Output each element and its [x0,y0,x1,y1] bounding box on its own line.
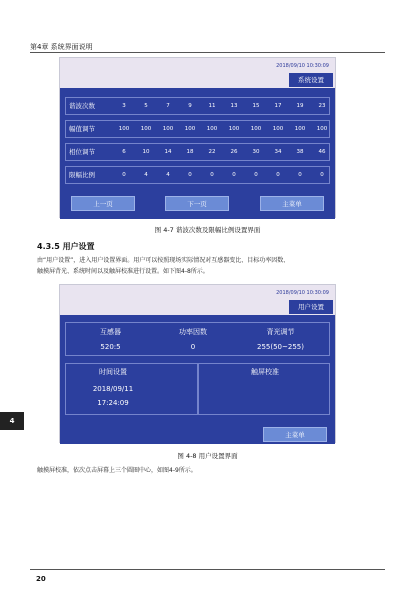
ct-ratio-value[interactable]: 520:5 [100,343,121,351]
paragraph-line-1: 由“用户设置”，进入用户设置界面。用户可以按照现场实际情况对互感器变比、目标功率因数、 [37,257,290,264]
harmonic-cell[interactable]: 23 [318,103,326,109]
figure-caption-4-8: 图 4-8 用户设置界面 [177,452,238,460]
screen-top-bar [60,58,335,88]
limit-cell[interactable]: 0 [298,172,302,178]
amplitude-cell[interactable]: 100 [250,126,262,132]
backlight-header: 背光调节 [266,328,295,336]
power-factor-value[interactable]: 0 [190,343,196,351]
power-factor-header: 功率因数 [179,328,207,336]
screen-title: 系统设置 [289,73,333,87]
limit-cell[interactable]: 0 [320,172,324,178]
amplitude-cell[interactable]: 100 [184,126,196,132]
amplitude-cell[interactable]: 100 [228,126,240,132]
screen-top-bar [60,285,335,315]
main-menu-button[interactable]: 主菜单 [263,427,327,442]
screen-title: 用户设置 [289,300,333,314]
phase-row [65,143,330,161]
phase-cell[interactable]: 14 [164,149,172,155]
footer-rule [30,569,385,570]
user-settings-screen [59,284,336,443]
phase-cell[interactable]: 34 [274,149,282,155]
system-settings-screen [59,57,336,218]
amplitude-cell[interactable]: 100 [206,126,218,132]
row-label: 限幅比例 [69,171,95,179]
amplitude-cell[interactable]: 100 [272,126,284,132]
screen-timestamp: 2018/09/10 10:30:09 [276,290,329,296]
paragraph-calibration: 触摸屏校准，依次点击屏幕上三个圆圈中心，如图4-9所示。 [37,467,197,474]
harmonic-cell[interactable]: 9 [188,103,192,109]
amplitude-cell[interactable]: 100 [316,126,328,132]
screen-body [60,315,335,444]
row-label: 谐波次数 [69,102,95,110]
date-value[interactable]: 2018/09/11 [92,385,134,393]
prev-page-button[interactable]: 上一页 [71,196,135,211]
phase-cell[interactable]: 26 [230,149,238,155]
harmonic-cell[interactable]: 17 [274,103,282,109]
amplitude-row [65,120,330,138]
chapter-header: 第4章 系统界面说明 [30,43,93,51]
page-number: 20 [36,575,46,583]
limit-cell[interactable]: 0 [188,172,192,178]
phase-cell[interactable]: 30 [252,149,260,155]
limit-cell[interactable]: 0 [254,172,258,178]
amplitude-cell[interactable]: 100 [140,126,152,132]
harmonic-cell[interactable]: 13 [230,103,238,109]
amplitude-cell[interactable]: 100 [294,126,306,132]
harmonic-cell[interactable]: 15 [252,103,260,109]
harmonic-cell[interactable]: 7 [166,103,170,109]
limit-cell[interactable]: 4 [166,172,170,178]
phase-cell[interactable]: 10 [142,149,150,155]
amplitude-cell[interactable]: 100 [118,126,130,132]
harmonic-cell[interactable]: 19 [296,103,304,109]
limit-cell[interactable]: 0 [210,172,214,178]
clock-value[interactable]: 17:24:09 [97,399,129,407]
limit-cell[interactable]: 0 [276,172,280,178]
row-label: 相位调节 [69,148,95,156]
phase-cell[interactable]: 6 [122,149,126,155]
main-menu-button[interactable]: 主菜单 [260,196,324,211]
touch-calibration-label: 触屏校准 [251,368,279,376]
next-page-button[interactable]: 下一页 [165,196,229,211]
amplitude-cell[interactable]: 100 [162,126,174,132]
limit-cell[interactable]: 0 [122,172,126,178]
harmonic-cell[interactable]: 11 [208,103,216,109]
phase-cell[interactable]: 38 [296,149,304,155]
limit-ratio-row [65,166,330,184]
phase-cell[interactable]: 46 [318,149,326,155]
section-title: 4.3.5 用户设置 [37,242,95,251]
harmonic-order-row [65,97,330,115]
limit-cell[interactable]: 0 [232,172,236,178]
screen-timestamp: 2018/09/10 10:30:09 [276,63,329,69]
phase-cell[interactable]: 22 [208,149,216,155]
header-rule [30,52,385,53]
backlight-value[interactable]: 255(50~255) [257,343,304,351]
ct-header: 互感器 [100,328,121,336]
time-setting-label: 时间设置 [99,368,127,376]
limit-cell[interactable]: 4 [144,172,148,178]
harmonic-cell[interactable]: 3 [122,103,126,109]
chapter-side-tab: 4 [0,412,24,430]
harmonic-cell[interactable]: 5 [144,103,148,109]
figure-caption-4-7: 图 4-7 谐波次数及限幅比例设置界面 [154,226,261,234]
row-label: 幅值调节 [69,125,95,133]
phase-cell[interactable]: 18 [186,149,194,155]
paragraph-line-2: 触摸屏背光、系统时间以及触屏校准进行设置。如下图4-8所示。 [37,268,209,275]
